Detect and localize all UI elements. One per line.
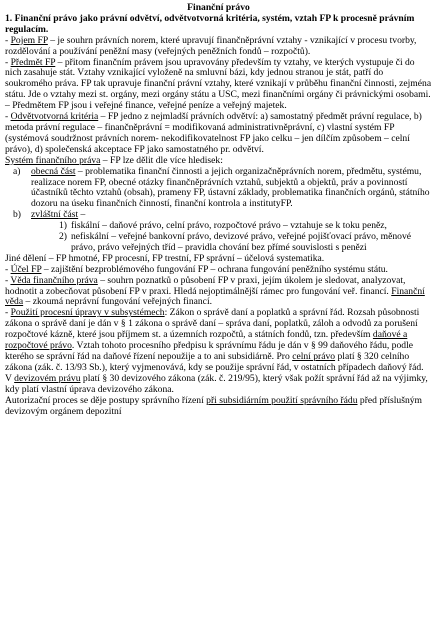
- term-zvlastni: zvláštní část: [31, 209, 79, 221]
- list-item-obecna: [5, 167, 432, 211]
- list-marker: a): [13, 165, 21, 177]
- sublist-text: nefiskální – veřejné bankovní právo, devizové právo, veřejné pojišťovací právo, měnové právo, právo veřejných tříd – pravidla chování bez přímé souvislosti s penězi: [71, 231, 412, 253]
- paragraph-pojem: [5, 36, 432, 58]
- term-celni-pravo: celní právo: [292, 351, 336, 362]
- term-veda: Věda finančního práva: [10, 274, 98, 286]
- term-system: Systém finančního práva: [5, 154, 101, 166]
- dash: -: [5, 34, 11, 46]
- paragraph-veda: [5, 276, 432, 309]
- sublist-item-nefiskalni: [5, 232, 432, 254]
- term-predmet: Předmět FP: [10, 56, 56, 68]
- sublist-marker: 2): [59, 231, 67, 243]
- paragraph-procesni: [5, 308, 432, 395]
- dash: -: [5, 274, 11, 286]
- ucel-text: – zajištění bezproblémového fungování FP – ochrana fungování peněžního systému státu.: [41, 263, 388, 275]
- procesni-text4: platí § 30 devizového zákona (zák. č. 219/95), který však požít správní řád až na výjimky, kdy platí vlastní úprava devizového zákona.: [5, 372, 428, 395]
- paragraph-predmet: [5, 58, 432, 113]
- term-devizove-pravo: devizovém právu: [14, 372, 81, 384]
- paragraph-autorizacni: [5, 396, 432, 418]
- list-text: [31, 167, 432, 211]
- predmet-text: – přitom finančním právem jsou upravovány především ty vztahy, ve kterých vystupuje či do nich zasahuje stát. Vztahy vznikající vyloženě na smluvní bázi, kdy jednou stranou je stát, patří do soukromého práva. FP tak upravuje finanční právní vztahy, které vznikají v průběhu finanční činnosti, zejména státu. Jde o vztahy mezi st. orgány, mezi orgány státu a USC, mezi finančními orgány či právnickými osobami. – Předmětem FP jsou i veřejné finance, veřejné peníze a veřejný majetek.: [5, 56, 432, 112]
- section-heading: 1. Finanční právo jako právní odvětví, odvětvotvorná kritéria, systém, vztah FP k procesně právním regulacím.: [5, 12, 415, 35]
- sublist-text: fiskální – daňové právo, celní právo, rozpočtové právo – vztahuje se k toku peněz,: [71, 220, 387, 232]
- procesni-text3: platí § 320 celního zákona (zák. č. 13/93 Sb.), který vyjmenovává, kdy se použije správní řád, v ostatních případech daňový řád. V: [5, 351, 424, 384]
- kriteria-text: – FP jedno z nejmladší právních odvětví: a) samostatný předmět právní regulace, b) metoda právní regulace – finančněprávní = modifikovaná administrativněprávní, c) vlastní systém FP (systémová soudržnost právních norem- nekodifikovatelnost FP jako celku – jen dílčím způsobem – celní právo), d) společenská akceptace FP jako samostatného pr. odvětví.: [5, 111, 422, 155]
- procesni-text2: . Vztah tohoto procesního předpisu k správnímu řádu je dán v § 99 daňového řádu, podle kterého se správní řád na daňové řízení nepoužije a to ani subsidiárně. Pro: [5, 340, 414, 362]
- term-obecna: obecná část: [31, 165, 76, 177]
- veda-text2: – zkoumá neprávní fungování veřejných financí.: [23, 296, 213, 308]
- dash: -: [5, 307, 11, 319]
- term-kriteria: Odvětvotvorná kritéria: [10, 111, 99, 123]
- term-danove-pravo: daňové a rozpočtové právo: [5, 329, 408, 352]
- term-pojem: Pojem FP: [10, 34, 48, 46]
- sublist-marker: 1): [59, 220, 67, 232]
- term-procesni: Použití procesní úpravy v subsystémech: [10, 307, 165, 319]
- list-marker: b): [13, 209, 21, 221]
- paragraph-jine-deleni: Jiné dělení – FP hmotné, FP procesní, FP trestní, FP správní – účelová systematika.: [5, 252, 325, 264]
- autorizacni-text: Autorizační proces se děje postupy správního řízení: [5, 394, 207, 406]
- term-ucel: Účel FP: [10, 263, 42, 275]
- autorizacni-text2: před příslušným devizovým orgánem depozitní: [5, 394, 423, 417]
- zvlastni-text: –: [78, 209, 86, 221]
- dash: -: [5, 263, 11, 275]
- veda-text: – souhrn poznatků o působení FP v praxi, jejím úkolem je sledovat, analyzovat, hodnotit a zobecňovat působení FP v praxi. Hledá nejoptimálnější rámec pro fungování veř. financí.: [5, 274, 406, 297]
- term-subsidiarni: při subsidiárním použití správního řádu: [206, 394, 358, 406]
- system-text: – FP lze dělit dle více hledisek:: [100, 154, 223, 166]
- dash: -: [5, 56, 11, 68]
- pojem-text: – je souhrn právních norem, které upravují finančněprávní vztahy - vznikající v procesu tvorby, rozdělování a používání peněžní masy (veřejných peněžních fondů – rozpočtů).: [5, 34, 417, 57]
- paragraph-kriteria: [5, 112, 432, 156]
- document-title: Finanční právo: [187, 2, 250, 13]
- term-financni-veda: Finanční věda: [5, 285, 425, 308]
- dash: -: [5, 111, 11, 123]
- obecna-text: – problematika finanční činnosti a jejich organizačněprávních norem, předmětu, systému, realizace norem FP, obecné otázky finančněprávních vztahů, subjektů a objektů, práv a povinností účastníků těchto vztahů (obsah), prameny FP, ústavní základy, problematika finančních orgánů, státního dozoru na úseku finančních činností, finanční kontrola a institutyFP.: [31, 165, 430, 210]
- procesni-text: : Zákon o správě daní a poplatků a správní řád. Rozsah působnosti zákona o správě daní je dán v § 1 zákona o správě daní – správa daní, poplatků, záloh a odvodů za porušení rozpočtové kázně, které jsou příjmem st. a územních rozpočtů, a státních fondů, tzn. především: [5, 307, 420, 341]
